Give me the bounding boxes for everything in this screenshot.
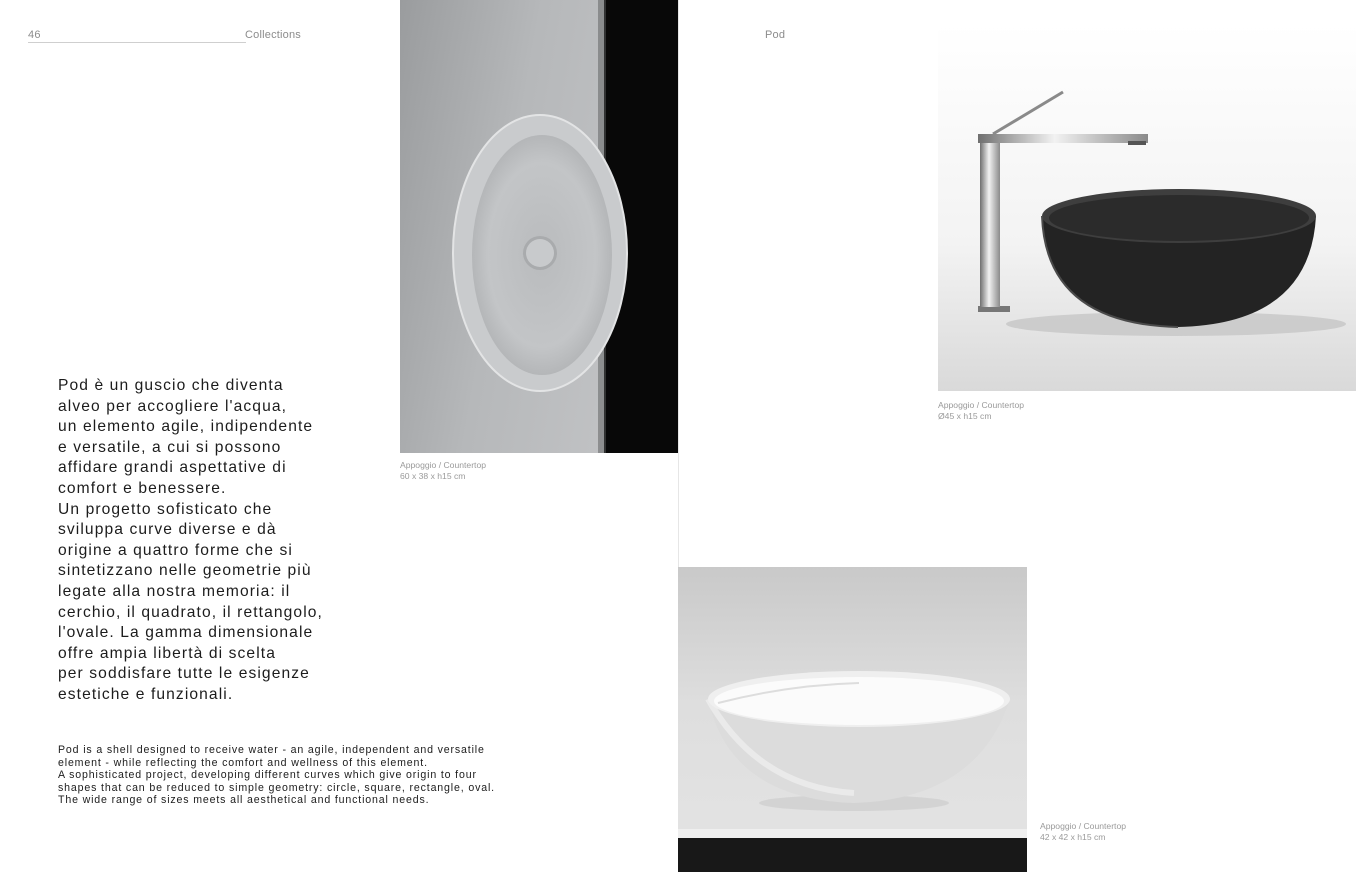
round-black-washbasin-with-tap-icon <box>938 24 1356 391</box>
caption-size: 60 x 38 x h15 cm <box>400 471 466 481</box>
section-title-left: Collections <box>245 29 302 41</box>
page-number-left: 46 <box>28 29 41 41</box>
caption-size: Ø45 x h15 cm <box>938 411 992 421</box>
caption-size: 42 x 42 x h15 cm <box>1040 832 1106 842</box>
oval-washbasin-top-view-icon <box>400 0 678 453</box>
english-description: Pod is a shell designed to receive water - an agile, independent and versatile element - while reflecting the comfort and wellness of this element. A sophisticated project, developing different curves which give origin to four shapes that can be reduced to simple geometry: circle, square, rectangle, oval. The wide range of sizes meets all aesthetical and functional needs. <box>58 744 495 807</box>
photo-caption <box>938 400 1024 422</box>
round-white-washbasin-icon <box>678 567 1027 872</box>
photo-caption <box>400 460 486 482</box>
caption-type: Appoggio / Countertop <box>938 400 1025 410</box>
caption-type: Appoggio / Countertop <box>400 460 487 470</box>
section-title-right: Pod <box>765 29 786 41</box>
round-black-washbasin-photo <box>938 24 1356 391</box>
header-rule <box>28 42 246 43</box>
photo-caption <box>1040 821 1126 843</box>
oval-washbasin-photo <box>400 0 678 453</box>
italian-description: Pod è un guscio che diventa alveo per accogliere l'acqua, un elemento agile, indipendente e versatile, a cui si possono affidare grandi aspettative di comfort e benessere. Un progetto sofisticato che sviluppa curve diverse e dà origine a quattro forme che si sintetizzano nelle geometrie più legate alla nostra memoria: il cerchio, il quadrato, il rettangolo, l'ovale. La gamma dimensionale offre ampia libertà di scelta per soddisfare tutte le esigenze estetiche e funzionali. <box>58 377 323 703</box>
round-white-washbasin-photo <box>678 567 1027 872</box>
caption-type: Appoggio / Countertop <box>1040 821 1127 831</box>
